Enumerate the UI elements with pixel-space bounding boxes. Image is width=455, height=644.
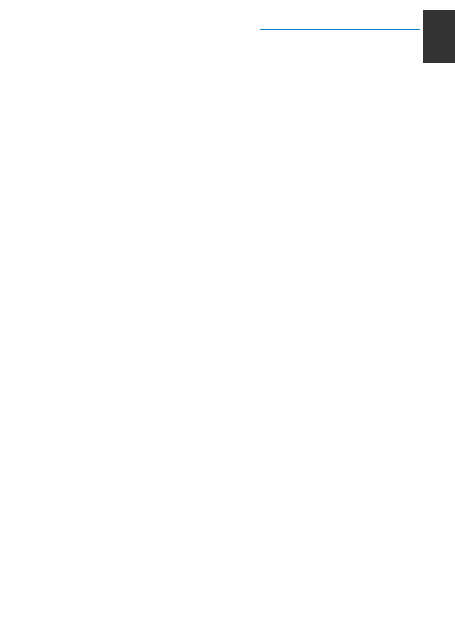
kana-tab-bar [423, 10, 455, 610]
header-rule [260, 29, 420, 30]
kana-index-title [423, 10, 455, 63]
index-header [340, 12, 344, 15]
